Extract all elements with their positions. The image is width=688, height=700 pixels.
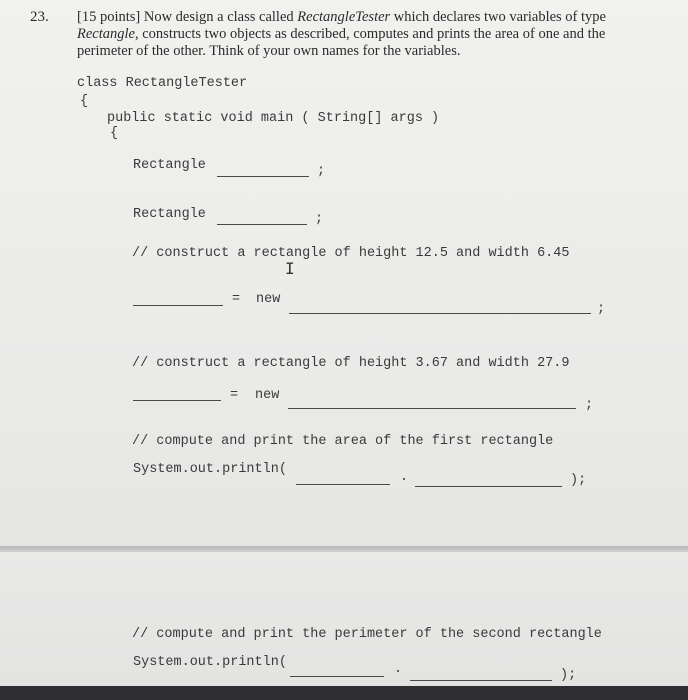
declaration-1-type: Rectangle bbox=[133, 158, 206, 173]
assign-1-variable-blank[interactable] bbox=[133, 305, 223, 306]
worksheet-continuation bbox=[0, 552, 688, 688]
assign-2-semicolon: ; bbox=[585, 398, 594, 413]
assign-1-new: new bbox=[256, 292, 281, 307]
declaration-1-blank[interactable] bbox=[217, 176, 309, 177]
comment-print-perimeter: // compute and print the perimeter of the second rectangle bbox=[132, 627, 602, 642]
question-number: 23. bbox=[30, 9, 49, 25]
declaration-2-type: Rectangle bbox=[133, 207, 206, 222]
main-open-brace: { bbox=[110, 126, 119, 141]
assign-2-constructor-blank[interactable] bbox=[288, 408, 576, 409]
assign-2-variable-blank[interactable] bbox=[133, 400, 221, 401]
print-1-object-blank[interactable] bbox=[296, 484, 390, 485]
assign-1-constructor-blank[interactable] bbox=[289, 313, 591, 314]
print-2-method-blank[interactable] bbox=[410, 680, 552, 681]
print-1-statement: System.out.println( bbox=[133, 462, 287, 477]
declaration-2-blank[interactable] bbox=[217, 224, 307, 225]
print-1-close: ); bbox=[570, 473, 587, 488]
assign-1-semicolon: ; bbox=[597, 302, 606, 317]
prompt-part-b: which declares two variables of type bbox=[390, 9, 606, 25]
print-2-statement: System.out.println( bbox=[133, 655, 287, 670]
main-declaration: public static void main ( String[] args ) bbox=[107, 111, 440, 126]
print-1-dot: . bbox=[400, 470, 409, 485]
print-1-method-blank[interactable] bbox=[415, 486, 562, 487]
print-2-close: ); bbox=[560, 668, 577, 683]
text-cursor-icon: I bbox=[285, 259, 295, 278]
question-points: [15 points] bbox=[77, 9, 141, 25]
prompt-type-name: Rectangle bbox=[77, 26, 135, 42]
print-2-object-blank[interactable] bbox=[290, 676, 384, 677]
class-open-brace: { bbox=[80, 94, 89, 109]
comment-construct-2: // construct a rectangle of height 3.67 and width 27.9 bbox=[132, 356, 570, 371]
question-prompt bbox=[77, 9, 637, 60]
print-2-dot: . bbox=[394, 662, 403, 677]
prompt-part-c: , constructs two objects as described, computes and prints the area of one and the perimeter of the other. Think of your own names for the variables. bbox=[77, 26, 606, 59]
prompt-class-name: RectangleTester bbox=[297, 9, 391, 25]
assign-1-equals: = bbox=[232, 292, 241, 307]
comment-print-area: // compute and print the area of the first rectangle bbox=[132, 434, 554, 449]
class-declaration: class RectangleTester bbox=[77, 76, 248, 91]
background-edge bbox=[0, 686, 688, 700]
assign-2-equals: = bbox=[230, 388, 239, 403]
prompt-part-a: Now design a class called bbox=[140, 9, 298, 25]
declaration-2-semicolon: ; bbox=[315, 212, 324, 227]
comment-construct-1: // construct a rectangle of height 12.5 and width 6.45 bbox=[132, 246, 570, 261]
declaration-1-semicolon: ; bbox=[317, 164, 326, 179]
assign-2-new: new bbox=[255, 388, 280, 403]
